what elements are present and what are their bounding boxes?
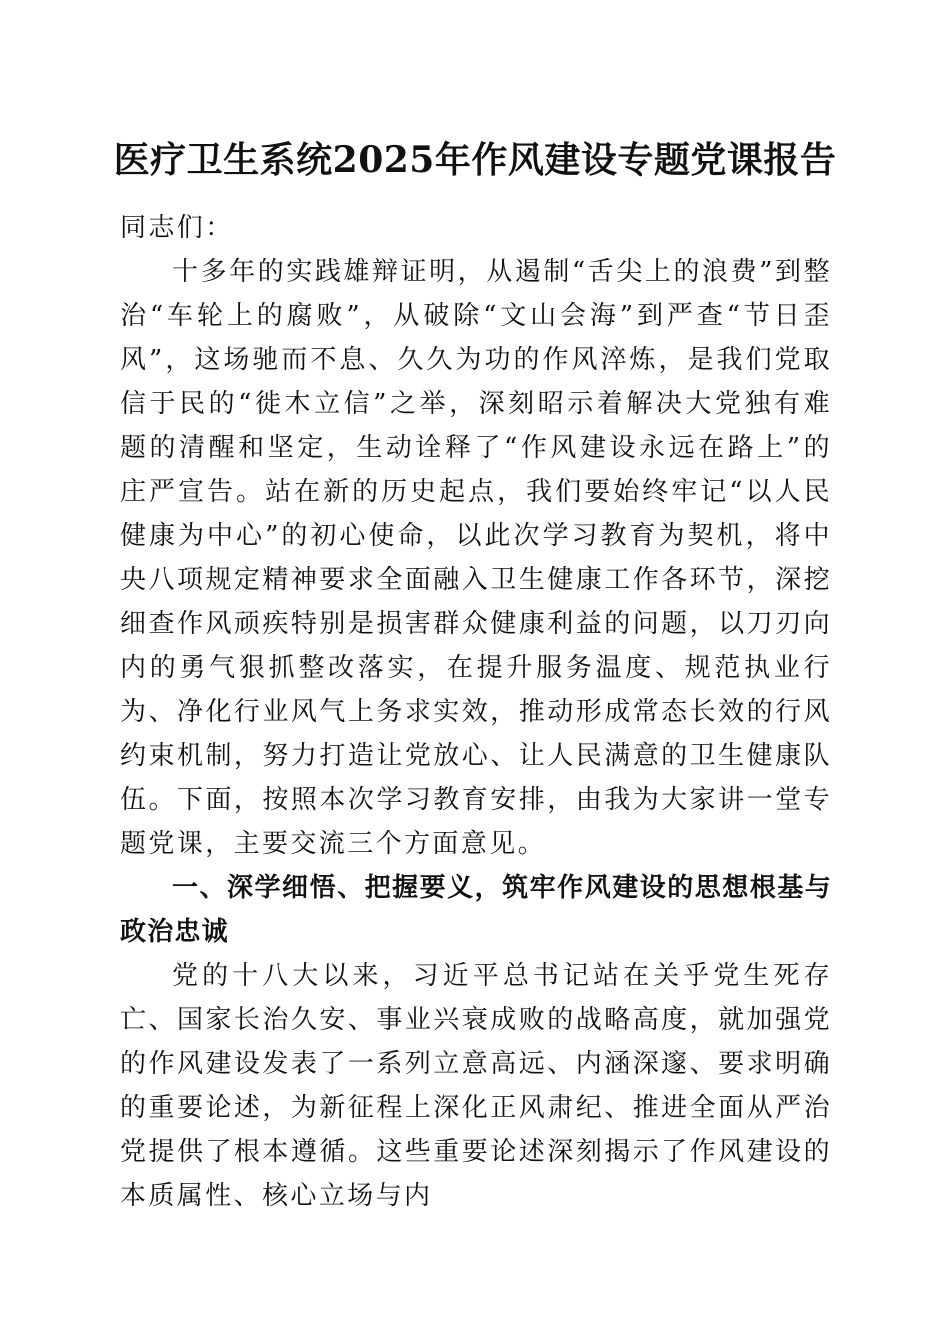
document-title: 医疗卫生系统2025年作风建设专题党课报告 [113, 139, 837, 181]
section-heading-1: 一、深学细悟、把握要义，筑牢作风建设的思想根基与政治忠诚 [120, 873, 832, 947]
section-paragraph-1: 党的十八大以来，习近平总书记站在关乎党生死存亡、国家长治久安、事业兴衰成败的战略高度，就加强党的作风建设发表了一系列立意高远、内涵深邃、要求明确的重要论述，为新征程上深化正风肃纪、推进全面从严治党提供了根本遵循。这些重要论述深刻揭示了作风建设的本质属性、核心立场与内 [120, 961, 832, 1211]
document-body [120, 206, 832, 1218]
intro-paragraph: 十多年的实践雄辩证明，从遏制“舌尖上的浪费”到整治“车轮上的腐败”，从破除“文山会海”到严查“节日歪风”，这场驰而不息、久久为功的作风淬炼，是我们党取信于民的“徙木立信”之举，深刻昭示着解决大党独有难题的清醒和坚定，生动诠释了“作风建设永远在路上”的庄严宣告。站在新的历史起点，我们要始终牢记“以人民健康为中心”的初心使命，以此次学习教育为契机，将中央八项规定精神要求全面融入卫生健康工作各环节，深挖细查作风顽疾特别是损害群众健康利益的问题，以刀刃向内的勇气狠抓整改落实，在提升服务温度、规范执业行为、净化行业风气上务求实效，推动形成常态长效的行风约束机制，努力打造让党放心、让人民满意的卫生健康队伍。下面，按照本次学习教育安排，由我为大家讲一堂专题党课，主要交流三个方面意见。 [120, 257, 832, 859]
salutation: 同志们： [120, 213, 234, 243]
